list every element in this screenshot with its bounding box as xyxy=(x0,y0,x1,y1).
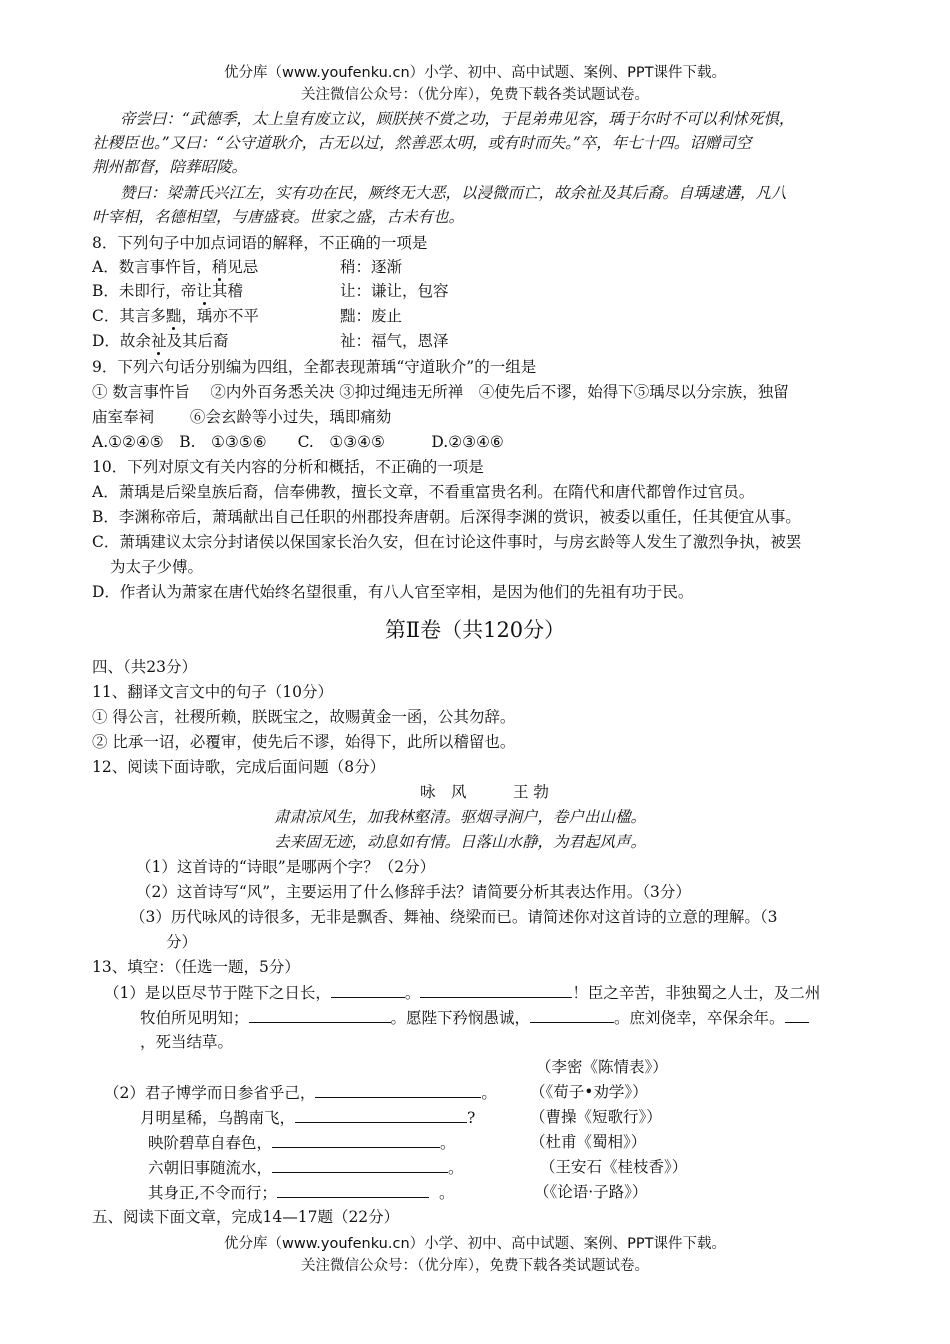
passage-line: 荆州都督，陪葬昭陵。 xyxy=(92,158,248,176)
q13-source: （《荀子•劝学》） xyxy=(530,1083,648,1101)
q8-option-d: D．故余祉及其后裔 xyxy=(92,332,229,350)
answer-blank[interactable] xyxy=(277,1181,429,1198)
q13-fill-line: ，死当结草。 xyxy=(140,1033,234,1051)
part-5-heading: 五、阅读下面文章，完成14—17题（22分） xyxy=(92,1208,400,1226)
q11-sentence: ① 得公言，社稷所赖，朕既宝之，故赐黄金一函，公其勿辞。 xyxy=(92,708,516,726)
q12-sub: 分） xyxy=(166,933,198,951)
question-10-stem: 10．下列对原文有关内容的分析和概括，不正确的一项是 xyxy=(92,458,484,476)
poem-line: 肃肃凉风生，加我林壑清。驱烟寻涧户，卷户出山楹。 xyxy=(274,808,647,826)
answer-blank[interactable] xyxy=(272,1131,440,1148)
answer-blank[interactable] xyxy=(295,1106,467,1123)
question-11-stem: 11、翻译文言文中的句子（10分） xyxy=(92,683,333,701)
answer-blank[interactable] xyxy=(785,1006,809,1023)
answer-blank[interactable] xyxy=(420,981,572,998)
q8-option-a: A．数言事忤旨，稍见忌 xyxy=(92,258,259,276)
footer-line-2: 关注微信公众号：（优分库），免费下载各类试题试卷。 xyxy=(301,1258,649,1274)
q13-fill-line: 其身正,不令而行； 。 xyxy=(148,1181,454,1204)
q13-fill-line: 映阶碧草自春色， 。 xyxy=(148,1131,456,1154)
q8-option-c: C．其言多黜，瑀亦不平 xyxy=(92,307,259,325)
poem-line: 去来固无迹，动息如有情。日落山水静，为君起风声。 xyxy=(274,833,647,851)
q12-sub: （3）历代咏风的诗很多，无非是飘香、舞袖、绕梁而已。请简述你对这首诗的立意的理解。（3 xyxy=(130,908,778,926)
section-title: 第Ⅱ卷（共120分） xyxy=(384,618,566,642)
answer-blank[interactable] xyxy=(249,1006,391,1023)
header-line-1: 优分库（www.youfenku.cn）小学、初中、高中试题、案例、PPT课件下载。 xyxy=(224,65,726,81)
q13-source: （王安石《桂枝香》） xyxy=(540,1158,688,1176)
question-13-stem: 13、填空：（任选一题，5分） xyxy=(92,958,300,976)
q13-source: （《论语·子路》） xyxy=(534,1183,648,1201)
q10-option-b: B．李渊称帝后，萧瑀献出自己任职的州郡投奔唐朝。后深得李渊的赏识，被委以重任，任其便宜从事。 xyxy=(92,508,801,526)
answer-blank[interactable] xyxy=(315,1081,481,1098)
q8-gloss-b: 让：谦让，包容 xyxy=(340,282,449,300)
q8-gloss-a: 稍：逐渐 xyxy=(340,258,403,276)
q8-gloss-d: 祉：福气，恩泽 xyxy=(340,332,449,350)
answer-blank[interactable] xyxy=(530,1006,614,1023)
q9-choices: A.①②④⑤ B. ①③⑤⑥ C. ①③④⑤ D.②③④⑥ xyxy=(92,433,504,451)
passage-line: 叶宰相，名德相望，与唐盛衰。世家之盛，古未有也。 xyxy=(92,208,465,226)
q13-fill-line: 六朝旧事随流水， 。 xyxy=(148,1156,464,1179)
q11-sentence: ② 比承一诏，必覆审，使先后不谬，始得下，此所以稽留也。 xyxy=(92,733,516,751)
header-line-2: 关注微信公众号：（优分库），免费下载各类试题试卷。 xyxy=(301,87,649,103)
q12-sub: （2）这首诗写“风”，主要运用了什么修辞手法？请简要分析其表达作用。（3分） xyxy=(136,883,691,901)
answer-blank[interactable] xyxy=(272,1156,448,1173)
q13-fill-line: （1）是以臣尽节于陛下之日长， 。 ！臣之辛苦，非独蜀之人士，及二州 xyxy=(104,981,820,1004)
passage-line: 社稷臣也。”又曰：“公守道耿介，古无以过，然善恶太明，或有时而失。”卒，年七十四。诏赠司空 xyxy=(92,134,752,152)
q10-option-a: A．萧瑀是后梁皇族后裔，信奉佛教，擅长文章，不看重富贵名利。在隋代和唐代都曾作过官员。 xyxy=(92,483,755,501)
q13-fill-line: （2）君子博学而日参省乎己， 。 xyxy=(104,1081,497,1104)
q8-option-b: B．未即行，帝让其稽 xyxy=(92,282,243,300)
answer-blank[interactable] xyxy=(331,981,405,998)
question-9-stem: 9．下列六句话分别编为四组，全都表现萧瑀“守道耿介”的一组是 xyxy=(92,358,537,376)
question-8-stem: 8．下列句子中加点词语的解释，不正确的一项是 xyxy=(92,234,428,252)
passage-line: 赞曰：梁萧氏兴江左，实有功在民，厥终无大恶，以浸微而亡，故余祉及其后裔。自瑀逮遘，凡八 xyxy=(120,184,787,202)
q12-sub: （1）这首诗的“诗眼”是哪两个字？（2分） xyxy=(136,858,436,876)
footer-line-1: 优分库（www.youfenku.cn）小学、初中、高中试题、案例、PPT课件下载。 xyxy=(224,1236,726,1252)
q13-source: （李密《陈情表》） xyxy=(536,1058,668,1076)
q13-fill-line: 月明星稀，乌鹊南飞， ? xyxy=(140,1106,475,1129)
q8-gloss-c: 黜：废止 xyxy=(340,307,403,325)
question-12-stem: 12、阅读下面诗歌，完成后面问题（8分） xyxy=(92,758,386,776)
poem-title: 咏 风 王 勃 xyxy=(420,783,549,801)
q13-fill-line: 牧伯所见明知； 。愿陛下矜悯愚诚， 。庶刘侥幸，卒保余年。 xyxy=(140,1006,809,1029)
q13-source: （杜甫《蜀相》） xyxy=(530,1133,647,1151)
passage-line: 帝尝曰：“武德季，太上皇有废立议，顾朕挟不赏之功，于昆弟弗见容，瑀于尔时不可以利怵死惧， xyxy=(120,110,795,128)
q10-option-c: C．萧瑀建议太宗分封诸侯以保国家长治久安，但在讨论这件事时，与房玄龄等人发生了激烈争执，被罢 xyxy=(92,533,802,551)
q10-option-c: 为太子少傅。 xyxy=(110,558,204,576)
q13-source: （曹操《短歌行》） xyxy=(530,1108,662,1126)
q9-items: 庙室奉祠 ⑥会玄龄等小过失，瑀即痛劾 xyxy=(92,408,392,426)
part-4-heading: 四、（共23分） xyxy=(92,658,197,676)
q10-option-d: D．作者认为萧家在唐代始终名望很重，有八人官至宰相，是因为他们的先祖有功于民。 xyxy=(92,583,694,601)
q9-items: ① 数言事忤旨 ②内外百务悉关决 ③抑过绳违无所禅 ④使先后不谬，始得下⑤瑀尽以分宗族，独留 xyxy=(92,383,789,401)
